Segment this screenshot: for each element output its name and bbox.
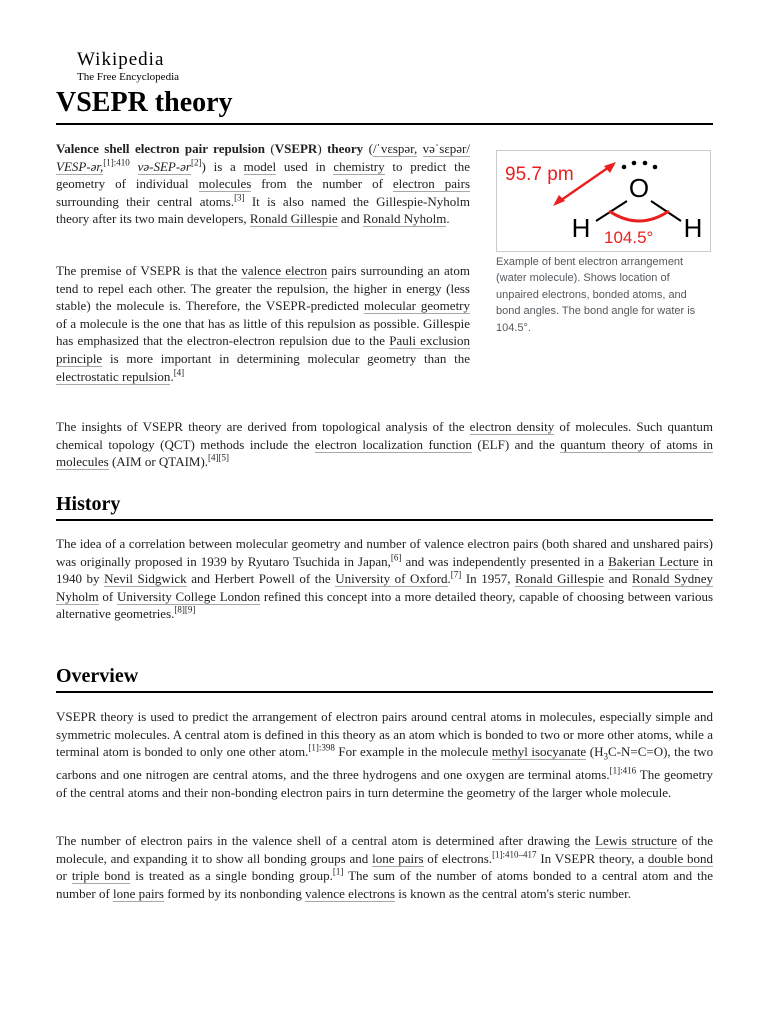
ref-link[interactable]: [4][5]: [208, 452, 230, 463]
body-text: In 1957,: [465, 571, 511, 587]
link-ronald-gillespie[interactable]: Ronald Gillespie: [515, 571, 605, 587]
overview-paragraph-2: [56, 832, 713, 902]
lone-pair-dot: [643, 161, 648, 166]
body-text: The premise of VSEPR is that the: [56, 263, 238, 278]
body-text: It is also named the Gillespie-Nyholm theory after its two main developers,: [56, 193, 470, 227]
body-text: of molecules. Such quantum chemical topology (QCT) methods include the: [56, 419, 714, 452]
intro-paragraph-1: Valence shell electron pair repulsion (VSEPR) theory (/ˈvɛspər, vəˈsɛpər/ VESP-ər,$^{[1]:410}$ və-SEP-ər[2]) is a model used in chemistry to predict the geometry of individual molecules from the number of electron pairs surrounding their central atoms.[3] It is also named the Gillespie-Nyholm theory after its two main developers, Ronald Gillespie and Ronald Nyholm.: [56, 141, 471, 227]
intro-paragraph-3: [56, 418, 713, 471]
body-text: The sum of the number of atoms bonded to a central atom and the number of: [56, 868, 713, 901]
section-heading-overview: Overview: [56, 665, 139, 687]
bold-theory: theory: [327, 141, 364, 156]
link-double-bond[interactable]: double bond: [647, 850, 714, 866]
body-text: .: [170, 368, 174, 384]
ref-link[interactable]: [1]: [332, 866, 344, 877]
link-valence-electrons[interactable]: valence electrons: [305, 885, 396, 901]
link-university-college-london[interactable]: University College London: [116, 588, 261, 604]
body-text: of the molecule, and expanding it to show all bonding groups and: [56, 833, 714, 866]
body-text: of electrons.: [427, 850, 493, 866]
body-text: The insights of VSEPR theory are derived from topological analysis of the: [56, 419, 465, 434]
body-text: For example in the molecule: [338, 744, 489, 760]
arrowhead-right: [604, 162, 616, 173]
hydrogen-atom-label-right: H: [683, 213, 703, 243]
ref-link[interactable]: [2]: [191, 157, 202, 168]
body-text: The number of electron pairs in the valence shell of a central atom is determined after drawing the: [56, 833, 591, 848]
bond-angle-label: 104.5°: [604, 228, 654, 247]
body-text: formed by its nonbonding: [167, 885, 302, 901]
link-electron-localization[interactable]: electron localization function: [315, 436, 472, 452]
figure-caption: Example of bent electron arrangement (water molecule). Shows location of unpaired electrons, bonded atoms, and bond angles. The bond angle for water is 104.5°.: [496, 256, 696, 334]
body-text: and Herbert Powell of the: [191, 571, 331, 587]
body-text: used in: [283, 158, 326, 174]
body-text: surrounding their central atoms.: [56, 193, 235, 209]
ref-link[interactable]: [7]: [450, 569, 462, 580]
link-lone-pairs-2[interactable]: lone pairs: [113, 885, 164, 901]
ref-link[interactable]: [1]:410–417: [492, 849, 537, 860]
ref-link[interactable]: [3]: [234, 192, 245, 203]
body-text: (AIM or QTAIM).: [111, 454, 209, 470]
title-divider: [56, 123, 713, 125]
body-text: C-N=C=O), the two carbons and one nitrogen are central atoms, and the three hydrogens and one oxygen are terminal atoms.: [56, 744, 714, 783]
body-text: The geometry of the central atoms and their non-bonding electron pairs in turn determine the geometry of the larger whole molecule.: [56, 767, 714, 800]
bold-abbr: VSEPR: [274, 141, 318, 156]
body-text: (ELF) and the: [477, 436, 555, 452]
link-triple-bond[interactable]: triple bond: [71, 868, 131, 884]
hydrogen-atom-label-left: H: [571, 213, 591, 243]
water-molecule-diagram: [497, 151, 710, 251]
body-text: .: [447, 571, 451, 587]
link-ronald-nyholm[interactable]: Ronald Nyholm: [362, 211, 447, 227]
body-text: and: [608, 571, 628, 587]
body-text: to predict the geometry of individual: [56, 158, 471, 192]
link-molecules[interactable]: molecules: [198, 176, 252, 192]
body-text: or: [56, 868, 67, 884]
link-chemistry[interactable]: chemistry: [333, 158, 385, 174]
formula-subscript: 3: [603, 751, 608, 762]
link-ronald-gillespie[interactable]: Ronald Gillespie: [249, 211, 338, 227]
logo-tagline: The Free Encyclopedia: [77, 71, 180, 83]
link-lewis-structure[interactable]: Lewis structure: [595, 833, 678, 848]
link-molecular-geometry[interactable]: molecular geometry: [363, 298, 471, 314]
overview-paragraph-1: [56, 708, 713, 802]
body-text: The idea of a correlation between molecular geometry and number of valence electron pairs (both shared and unshared pairs) was originally proposed in 1939 by Ryutaro Tsuchida in Japan,: [56, 536, 713, 569]
ref-link[interactable]: [1]:416: [609, 766, 637, 777]
body-text: In VSEPR theory, a: [540, 850, 645, 866]
link-pauli-exclusion[interactable]: Pauli exclusion principle: [56, 333, 470, 366]
body-text: and: [340, 211, 360, 227]
section-divider: [56, 691, 713, 693]
body-text: of a molecule is the one that has as little of this repulsion as possible. Gillespie has emphasized that the electron-electron repulsion due to the: [56, 315, 470, 349]
link-bakerian-lecture[interactable]: Bakerian Lecture: [608, 553, 699, 569]
oxygen-atom-label: O: [628, 173, 650, 203]
logo-wordmark: Wikipedia: [77, 49, 165, 70]
ref-link[interactable]: [4]: [173, 367, 185, 378]
link-nevil-sidgwick[interactable]: Nevil Sidgwick: [104, 571, 187, 587]
body-text: .: [446, 211, 450, 227]
section-heading-history: History: [56, 493, 121, 515]
ref-link[interactable]: [1]:410: [103, 157, 130, 168]
pronunciation-respell-1[interactable]: VESP-ər,: [56, 158, 104, 174]
link-electron-density[interactable]: electron density: [469, 419, 555, 434]
body-text: and was independently presented in a: [405, 553, 605, 569]
link-model[interactable]: model: [243, 158, 277, 174]
body-text: is treated as a single bonding group.: [135, 868, 333, 884]
history-paragraph: [56, 535, 713, 623]
ref-link[interactable]: [6]: [390, 552, 402, 563]
pronunciation-ipa-1[interactable]: /ˈvɛspər,: [372, 141, 418, 156]
pronunciation-ipa-2[interactable]: vəˈsɛpər/: [422, 141, 470, 156]
link-methyl-isocyanate[interactable]: methyl isocyanate: [491, 744, 587, 760]
bold-term: Valence shell electron pair repulsion: [56, 141, 265, 156]
link-lone-pairs[interactable]: lone pairs: [372, 850, 424, 866]
body-text: in 1940 by: [56, 553, 714, 587]
bond-length-label: 95.7 pm: [505, 164, 574, 185]
body-text: refined this concept into a more detailed theory, capable of choosing between various alternative geometries.: [56, 588, 714, 622]
body-text: is more important in determining molecular geometry than the: [109, 350, 471, 366]
section-divider: [56, 519, 713, 521]
water-molecule-image[interactable]: [496, 150, 711, 252]
bond-angle-arc: [609, 211, 669, 221]
body-text: VSEPR theory is used to predict the arrangement of electron pairs around central atoms in molecules, especially simple and symmetric molecules. A central atom is defined in this theory as an atom which is bonded to two or more other atoms, while a terminal atom is bonded to only one other atom.: [56, 709, 713, 760]
body-text: pairs surrounding an atom tend to repel each other. The greater the repulsion, the higher in energy (less stable) the molecule is. Therefore, the VSEPR-predicted: [56, 263, 470, 314]
lone-pair-dot: [622, 165, 627, 170]
link-ronald-sydney-nyholm[interactable]: Ronald Sydney Nyholm: [56, 571, 714, 604]
body-text: from the number of: [261, 176, 383, 192]
link-qtaim[interactable]: quantum theory of atoms in molecules: [56, 436, 714, 470]
pronunciation-respell-2[interactable]: və-SEP-ər: [137, 158, 191, 174]
wikipedia-logo[interactable]: [77, 50, 179, 83]
intro-paragraph-2: [56, 262, 470, 385]
formula-text: (H: [589, 744, 604, 760]
ref-link[interactable]: [8][9]: [174, 605, 196, 616]
water-molecule-figure: [496, 150, 713, 336]
link-valence-electron[interactable]: valence electron: [241, 263, 328, 278]
lone-pair-dot: [653, 165, 658, 170]
link-electron-pairs[interactable]: electron pairs: [392, 176, 471, 192]
lone-pair-dot: [632, 161, 637, 166]
ref-link[interactable]: [1]:398: [308, 742, 335, 753]
arrowhead-left: [553, 195, 565, 206]
body-text: is known as the central atom's steric number.: [398, 885, 631, 901]
link-electrostatic-repulsion[interactable]: electrostatic repulsion: [56, 368, 171, 384]
page-title: VSEPR theory: [56, 87, 233, 118]
body-text: ) is a: [201, 158, 236, 174]
body-text: of: [102, 588, 114, 604]
link-university-of-oxford[interactable]: University of Oxford: [335, 571, 448, 587]
